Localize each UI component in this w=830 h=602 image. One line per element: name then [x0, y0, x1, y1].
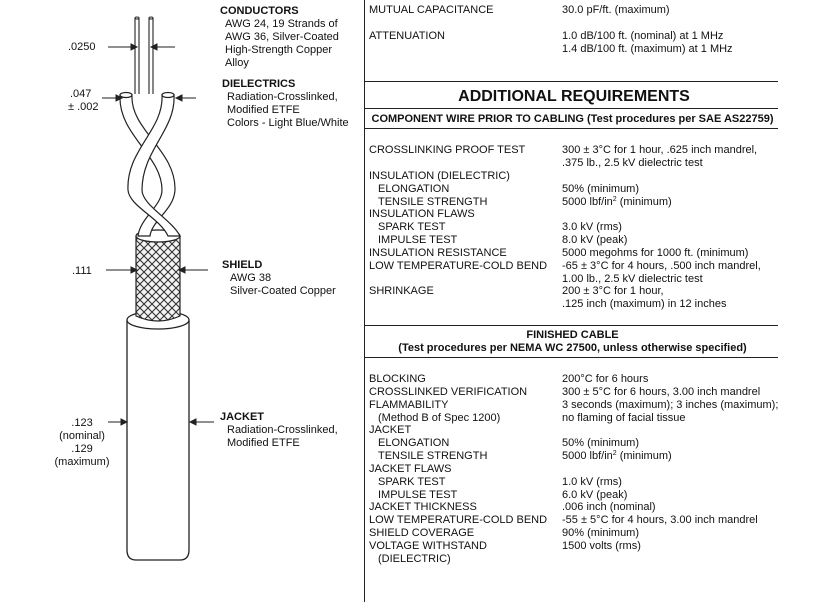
row-value: -55 ± 5°C for 4 hours, 3.00 inch mandrel — [562, 514, 758, 526]
finished-header-rule — [364, 357, 778, 358]
row-value: 200°C for 6 hours — [562, 373, 649, 385]
row-label: FLAMMABILITY — [369, 399, 449, 411]
row-value: 5000 megohms for 1000 ft. (minimum) — [562, 247, 749, 259]
row-label: INSULATION (DIELECTRIC) — [369, 170, 510, 182]
row-label: JACKET — [369, 424, 412, 436]
mutual-capacitance-label: MUTUAL CAPACITANCE — [369, 4, 494, 16]
shield-dim: .111 — [72, 265, 92, 277]
shield-line-1: AWG 38 — [230, 272, 272, 284]
mutual-capacitance-value: 30.0 pF/ft. (maximum) — [562, 4, 670, 16]
row-label: VOLTAGE WITHSTAND — [369, 540, 487, 552]
row-label: LOW TEMPERATURE-COLD BEND — [369, 514, 548, 526]
shield-drawing — [136, 230, 180, 321]
row-value: 50% (minimum) — [562, 437, 640, 449]
row-value: 8.0 kV (peak) — [562, 234, 628, 246]
row-value: 3 seconds (maximum); 3 inches (maximum); — [562, 399, 779, 411]
jacket-line-1: Radiation-Crosslinked, — [227, 424, 338, 436]
attenuation-value-2: 1.4 dB/100 ft. (maximum) at 1 MHz — [562, 43, 733, 55]
finished-top-rule — [364, 325, 778, 326]
row-label: IMPULSE TEST — [378, 489, 458, 501]
component-header-rule — [364, 128, 778, 129]
row-label: INSULATION RESISTANCE — [369, 247, 507, 259]
row-value: 50% (minimum) — [562, 183, 640, 195]
top-rule — [364, 81, 778, 82]
row-label: CROSSLINKING PROOF TEST — [369, 144, 526, 156]
row-value: -65 ± 3°C for 4 hours, .500 inch mandrel, — [562, 260, 761, 272]
row-label: JACKET THICKNESS — [369, 501, 477, 513]
dielectric-dim-2: ± .002 — [68, 101, 99, 113]
row-value: 6.0 kV (peak) — [562, 489, 628, 501]
row-label: SPARK TEST — [378, 476, 446, 488]
row-value: 1.00 lb., 2.5 kV dielectric test — [562, 273, 703, 285]
additional-requirements-title: ADDITIONAL REQUIREMENTS — [458, 88, 690, 105]
row-label: CROSSLINKED VERIFICATION — [369, 386, 528, 398]
dielectric-dim-1: .047 — [70, 88, 92, 100]
attenuation-label: ATTENUATION — [369, 30, 445, 42]
conductors-line-2: AWG 36, Silver-Coated — [225, 31, 339, 43]
row-value: .375 lb., 2.5 kV dielectric test — [562, 157, 703, 169]
row-value: 5000 lbf/$in^2$ (minimum) — [562, 196, 672, 208]
conductor-drawing — [135, 17, 153, 94]
component-wire-header: COMPONENT WIRE PRIOR TO CABLING (Test procedures per SAE AS22759) — [371, 113, 774, 125]
conductor-dim: .0250 — [68, 41, 96, 53]
row-label: TENSILE STRENGTH — [378, 196, 488, 208]
row-value: 300 ± 3°C for 1 hour, .625 inch mandrel, — [562, 144, 758, 156]
jacket-line-2: Modified ETFE — [227, 437, 300, 449]
dielectrics-line-2: Modified ETFE — [227, 104, 300, 116]
row-label: SHIELD COVERAGE — [369, 527, 475, 539]
conductors-line-1: AWG 24, 19 Strands of — [225, 18, 338, 30]
conductors-line-3: High-Strength Copper — [225, 44, 333, 56]
finished-cable-subheader: (Test procedures per NEMA WC 27500, unless otherwise specified) — [398, 342, 747, 354]
jacket-dim-3: .129 — [71, 443, 93, 455]
dielectric-pair-drawing — [120, 93, 180, 237]
jacket-title: JACKET — [220, 411, 265, 423]
row-value: 90% (minimum) — [562, 527, 640, 539]
row-label: TENSILE STRENGTH — [378, 450, 488, 462]
row-label: INSULATION FLAWS — [369, 208, 475, 220]
row-label: JACKET FLAWS — [369, 463, 452, 475]
row-label: BLOCKING — [369, 373, 426, 385]
dielectrics-line-3: Colors - Light Blue/White — [227, 117, 349, 129]
row-value: 1.0 kV (rms) — [562, 476, 622, 488]
dielectrics-line-1: Radiation-Crosslinked, — [227, 91, 338, 103]
row-value: 5000 lbf/$in^2$ (minimum) — [562, 450, 672, 462]
shield-title: SHIELD — [222, 259, 263, 271]
jacket-drawing — [127, 311, 189, 560]
title-rule — [364, 108, 778, 109]
row-label: ELONGATION — [378, 183, 450, 195]
attenuation-value-1: 1.0 dB/100 ft. (nominal) at 1 MHz — [562, 30, 724, 42]
row-label: SHRINKAGE — [369, 285, 434, 297]
table-left-border — [364, 0, 365, 602]
row-value: 200 ± 3°C for 1 hour, — [562, 285, 664, 297]
row-value: 1500 volts (rms) — [562, 540, 641, 552]
row-label: ELONGATION — [378, 437, 450, 449]
jacket-dim-4: (maximum) — [54, 456, 110, 468]
row-label: SPARK TEST — [378, 221, 446, 233]
dielectrics-title: DIELECTRICS — [222, 78, 296, 90]
jacket-dim-1: .123 — [71, 417, 93, 429]
conductors-title: CONDUCTORS — [220, 5, 299, 17]
row-value: .125 inch (maximum) in 12 inches — [562, 298, 727, 310]
row-value: no flaming of facial tissue — [562, 412, 686, 424]
conductors-line-4: Alloy — [225, 57, 249, 69]
row-value: 300 ± 5°C for 6 hours, 3.00 inch mandrel — [562, 386, 761, 398]
row-label: IMPULSE TEST — [378, 234, 458, 246]
finished-cable-header: FINISHED CABLE — [526, 329, 619, 341]
jacket-dim-2: (nominal) — [59, 430, 105, 442]
row-label: (Method B of Spec 1200) — [378, 412, 501, 424]
row-value: .006 inch (nominal) — [562, 501, 656, 513]
row-label: LOW TEMPERATURE-COLD BEND — [369, 260, 548, 272]
row-label: (DIELECTRIC) — [378, 553, 451, 565]
row-value: 3.0 kV (rms) — [562, 221, 622, 233]
shield-line-2: Silver-Coated Copper — [230, 285, 336, 297]
